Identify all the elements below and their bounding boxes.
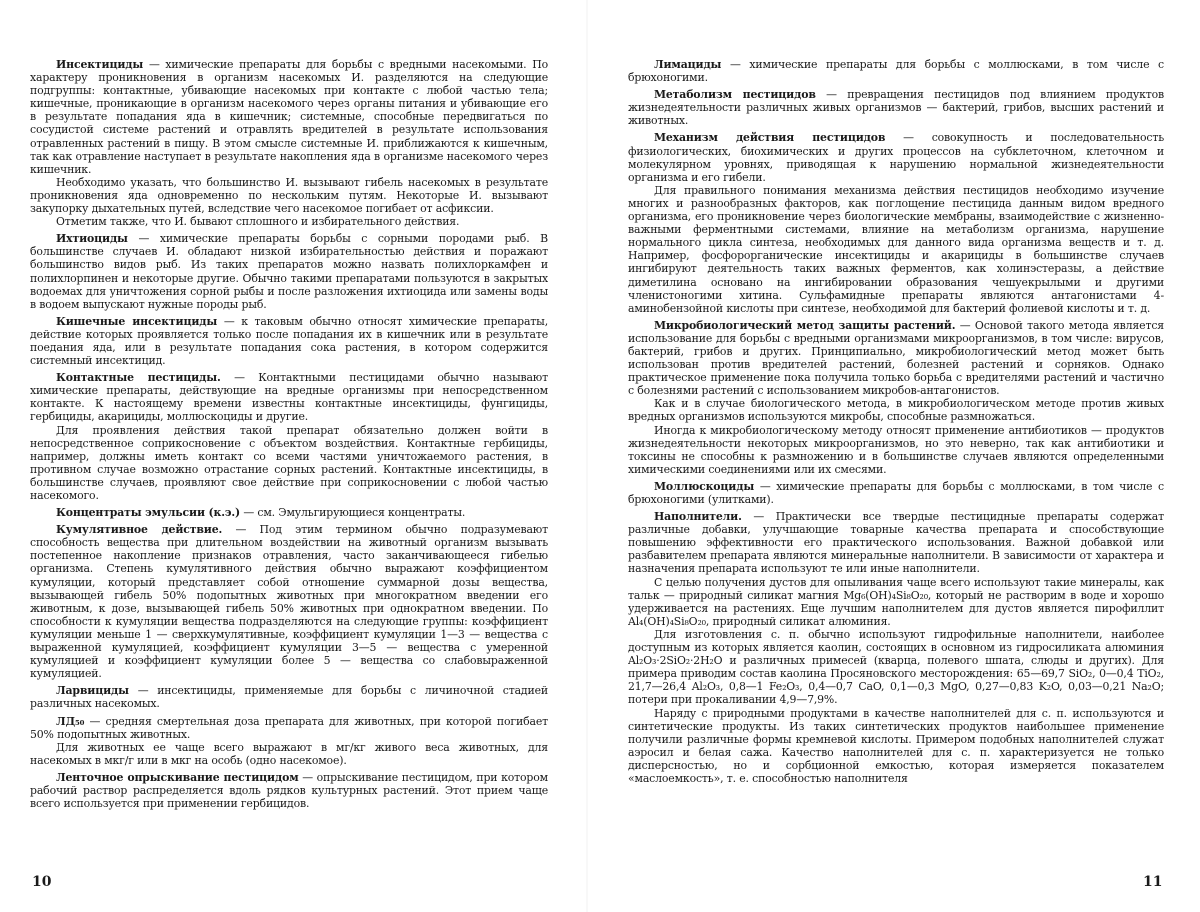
entry-paragraph [628,184,1164,315]
glossary-entry [628,319,1164,476]
entry-paragraph [30,715,548,741]
entry-text: — химические препараты для борьбы с моллюсками, в том числе с брюхоногими. [628,58,1164,85]
entry-text: — совокупность и последовательность физиологических, биохимических и других процессов на субклеточном, клеточном и молекулярном уровнях, приводящая к нарушению нормальной жизнедеятельности организма и его гибели. [628,131,1164,184]
entry-paragraph [628,88,1164,127]
glossary-entry [30,506,548,519]
glossary-entry [30,315,548,367]
entry-text: Отметим также, что И. бывают сплошного и избирательного действия. [56,215,460,229]
entry-text: Наряду с природными продуктами в качестве наполнителей для с. п. используются и синтетические продукты. Из таких синтетических продуктов наибольшее применение получили различные формы кремневой кислоты. Примером подобных наполнителей служат аэросил и белая сажа. Качество наполнителей для с. п. характеризуется не только дисперсностью, но и сорбционной емкостью, которая измеряется показателем «маслоемкость», т. е. способностью наполнителя [628,706,1164,785]
entry-paragraph [30,58,548,176]
entry-text: Иногда к микробиологическому методу относят применение антибиотиков — продуктов жизнедеятельности некоторых микроорганизмов, но это неверно, так как антибиотики и токсины не способны к размножению и в большинстве случаев являются определенными химическими соединениями или их смесями. [628,423,1164,476]
glossary-entry [628,510,1164,785]
entry-text: — см. Эмульгирующиеся концентраты. [243,506,466,520]
entry-paragraph [30,315,548,367]
book-gutter [586,0,588,912]
entry-paragraph [30,215,548,228]
entry-term: Лимациды [654,58,722,71]
left-page [30,58,548,898]
entry-paragraph [628,131,1164,183]
entry-paragraph [30,424,548,503]
glossary-entry [30,771,548,810]
entry-text: — химические препараты борьбы с сорными породами рыб. В большинстве случаев И. обладают низкой избирательностью действия и поражают большинство видов рыб. Из таких препаратов можно назвать полихлоркамфен и полихлорпинен и некоторые другие. Обычно такими препаратами пользуются в закрытых водоемах для уничтожения сорной рыбы и после разложения ихтиоцида или замены воды в водоем выпускают нужные породы рыб. [30,232,548,311]
glossary-entry [628,480,1164,506]
entry-paragraph [628,319,1164,398]
entry-term: Ларвициды [56,684,129,698]
glossary-entry [628,88,1164,127]
entry-paragraph [30,684,548,710]
glossary-entry [30,232,548,311]
entry-term: Концентраты эмульсии (к.э.) [56,506,241,520]
entry-paragraph [628,424,1164,476]
entry-text: — Практически все твердые пестицидные препараты содержат различные добавки, улучшающие товарные качества препарата и способствующие повышению эффективности его практического использования. Важной добавкой или разбавителем препарата являются минеральные наполнители. В зависимости от характера и назначения препарата используют те или иные наполнители. [628,510,1164,576]
entry-term: Наполнители. [654,510,742,524]
glossary-entry [30,715,548,767]
entry-paragraph [628,397,1164,423]
entry-term: Кишечные инсектициды [56,314,218,328]
entry-text: Для правильного понимания механизма действия пестицидов необходимо изучение многих и разнообразных факторов, как поглощение пестицида данным видом вредного организма, его проникновение через биологические мембраны, взаимодействие с жизненно-важными ферментными системами, влияние на метаболизм организма, нарушение нормального цикла синтеза, необходимых для данного вида организма веществ и т. д. Например, фосфорорганические инсектициды и акарициды в большинстве случаев ингибируют деятельность таких важных ферментов, как холинэстеразы, а действие диметилина основано на ингибировании образования чешуекрылыми и другими членистоногими хитина. Сульфамидные препараты являются антагонистами 4-аминобензойной кислоты при синтезе, необходимой для бактерий фолиевой кислоты и т. д. [628,183,1164,315]
entry-text: Для животных ее чаще всего выражают в мг/кг живого веса животных, для насекомых в мкг/г или в мкг на особь (одно насекомое). [30,740,548,767]
entry-text: — опрыскивание пестицидом, при котором рабочий раствор распределяется вдоль рядков культурных растений. Этот прием чаще всего используется при применении гербицидов. [30,770,548,811]
glossary-entry [628,131,1164,314]
entry-term: ЛД₅₀ [56,714,85,728]
glossary-entry [30,371,548,502]
entry-term: Микробиологический метод защиты растений. [654,318,956,332]
entry-paragraph [628,480,1164,506]
entry-term: Инсектициды [56,58,144,71]
entry-paragraph [30,176,548,215]
entry-paragraph [30,371,548,423]
entry-term: Ленточное опрыскивание пестицидом [56,770,299,784]
entry-term: Метаболизм пестицидов [654,88,816,102]
entry-text: — химические препараты для борьбы с вредными насекомыми. По характеру проникновения в организм насекомых И. разделяются на следующие подгруппы: контактные, убивающие насекомых при контакте с любой частью тела; кишечные, проникающие в организм насекомого через органы питания и убивающие его в результате попадания яда в кишечник; системные, способные передвигаться по сосудистой системе растений и отравлять вредителей в результате использования отравленных растений в пищу. В этом смысле системные И. приближаются к кишечным, так как отравление наступает в результате накопления яда в организме насекомого через кишечник. [30,58,548,176]
entry-paragraph [30,232,548,311]
page-number-right: 11 [1143,874,1163,890]
entry-text: — инсектициды, применяемые для борьбы с личиночной стадией различных насекомых. [30,684,548,711]
entry-text: — превращения пестицидов под влиянием продуктов жизнедеятельности различных живых организмов — бактерий, грибов, высших растений и животных. [628,88,1164,128]
entry-text: — Контактными пестицидами обычно называют химические препараты, действующие на вредные организмы при непосредственном контакте. К настоящему времени известны контактные инсектициды, фунгициды, гербициды, акарициды, моллюскоциды и другие. [30,371,548,424]
entry-text: — химические препараты для борьбы с моллюсками, в том числе с брюхоногими (улитками). [628,479,1164,506]
entry-paragraph [30,506,548,519]
entry-paragraph [628,628,1164,707]
glossary-entry [30,684,548,710]
entry-text: — средняя смертельная доза препарата для животных, при которой погибает 50% подопытных животных. [30,714,548,741]
entry-paragraph [628,707,1164,786]
entry-term: Моллюскоциды [654,479,755,493]
entry-paragraph [30,741,548,767]
entry-term: Кумулятивное действие. [56,523,223,537]
entry-term: Контактные пестициды. [56,371,221,385]
right-page [628,58,1164,898]
entry-paragraph [628,510,1164,575]
entry-text: Необходимо указать, что большинство И. вызывают гибель насекомых в результате проникновения яда одновременно по нескольким путям. Некоторые И. вызывают закупорку дыхательных путей, вследствие чего насекомое погибает от асфиксии. [30,175,548,216]
entry-paragraph [628,58,1164,84]
entry-text: Для проявления действия такой препарат обязательно должен войти в непосредственное соприкосновение с объектом воздействия. Контактные гербициды, например, должны иметь контакт со всеми частями уничтожаемого растения, в противном случае возможно отрастание сорных растений. Контактные инсектициды, в большинстве случаев, проявляют свое действие при соприкосновении с любой частью насекомого. [30,423,548,502]
entry-text: С целью получения дустов для опыливания чаще всего используют такие минералы, как тальк — природный силикат магния Mg₆(OH)₄Si₈O₂₀, который не растворим в воде и хорошо удерживается на растениях. Еще лучшим наполнителем для дустов является пирофиллит Al₄(OH)₄Si₈O₂₀, природный силикат алюминия. [628,575,1164,628]
entry-paragraph [30,771,548,810]
entry-text: — к таковым обычно относят химические препараты, действие которых проявляется только после попадания их в кишечник или в результате поедания яда, или в результате попадания сока растения, в котором содержится системный инсектицид. [30,314,548,368]
glossary-entry [30,58,548,228]
page-number-left: 10 [32,874,52,890]
entry-term: Механизм действия пестицидов [654,131,886,145]
entry-paragraph [628,576,1164,628]
glossary-entry [30,523,548,680]
entry-term: Ихтиоциды [56,232,128,246]
entry-paragraph [30,523,548,680]
entry-text: Как и в случае биологического метода, в микробиологическом методе против живых вредных организмов используются микробы, способные размножаться. [628,397,1164,424]
entry-text: — Под этим термином обычно подразумевают способность вещества при длительном воздействии на животный организм вызывать постепенное накопление признаков отравления, часто заканчивающееся гибелью организма. Степень кумулятивного действия обычно выражают коэффициентом кумуляции, который представляет собой отношение суммарной дозы вещества, вызывающей гибель 50% подопытных животных при многократном введении его животным, к дозе, вызывающей гибель 50% животных при однократном введении. По способности к кумуляции вещества подразделяются на следующие группы: коэффициент кумуляции меньше 1 — сверхкумулятивные, коэффициент кумуляции 1—3 — вещества с выраженной кумуляцией, коэффициент кумуляции 3—5 — вещества с умеренной кумуляцией и коэффициент кумуляции более 5 — вещества со слабовыраженной кумуляцией. [30,523,548,681]
entry-text: — Основой такого метода является использование для борьбы с вредными организмами микроорганизмов, в том числе: вирусов, бактерий, грибов и других. Принципиально, микробиологический метод может быть использован против вредителей растений, болезней растений и сорняков. Однако практическое применение пока получила только борьба с вредителями растений и частично с болезнями растений с использованием микробов-антагонистов. [628,318,1164,398]
entry-text: Для изготовления с. п. обычно используют гидрофильные наполнители, наиболее доступным из которых является каолин, состоящих в основном из гидросиликата алюминия Al₂O₃·2SiO₂·2H₂O и различных примесей (кварца, полевого шпата, слюды и других). Для примера приводим состав каолина Просяновского месторождения: 65—69,7 SiO₂, 0—0,4 TiO₂, 21,7—26,4 Al₂O₃, 0,8—1 Fe₂O₃, 0,4—0,7 CaO, 0,1—0,3 MgO, 0,27—0,83 K₂O, 0,03—0,21 Na₂O; потери при прокаливании 4,9—7,9%. [628,627,1164,707]
glossary-entry [628,58,1164,84]
